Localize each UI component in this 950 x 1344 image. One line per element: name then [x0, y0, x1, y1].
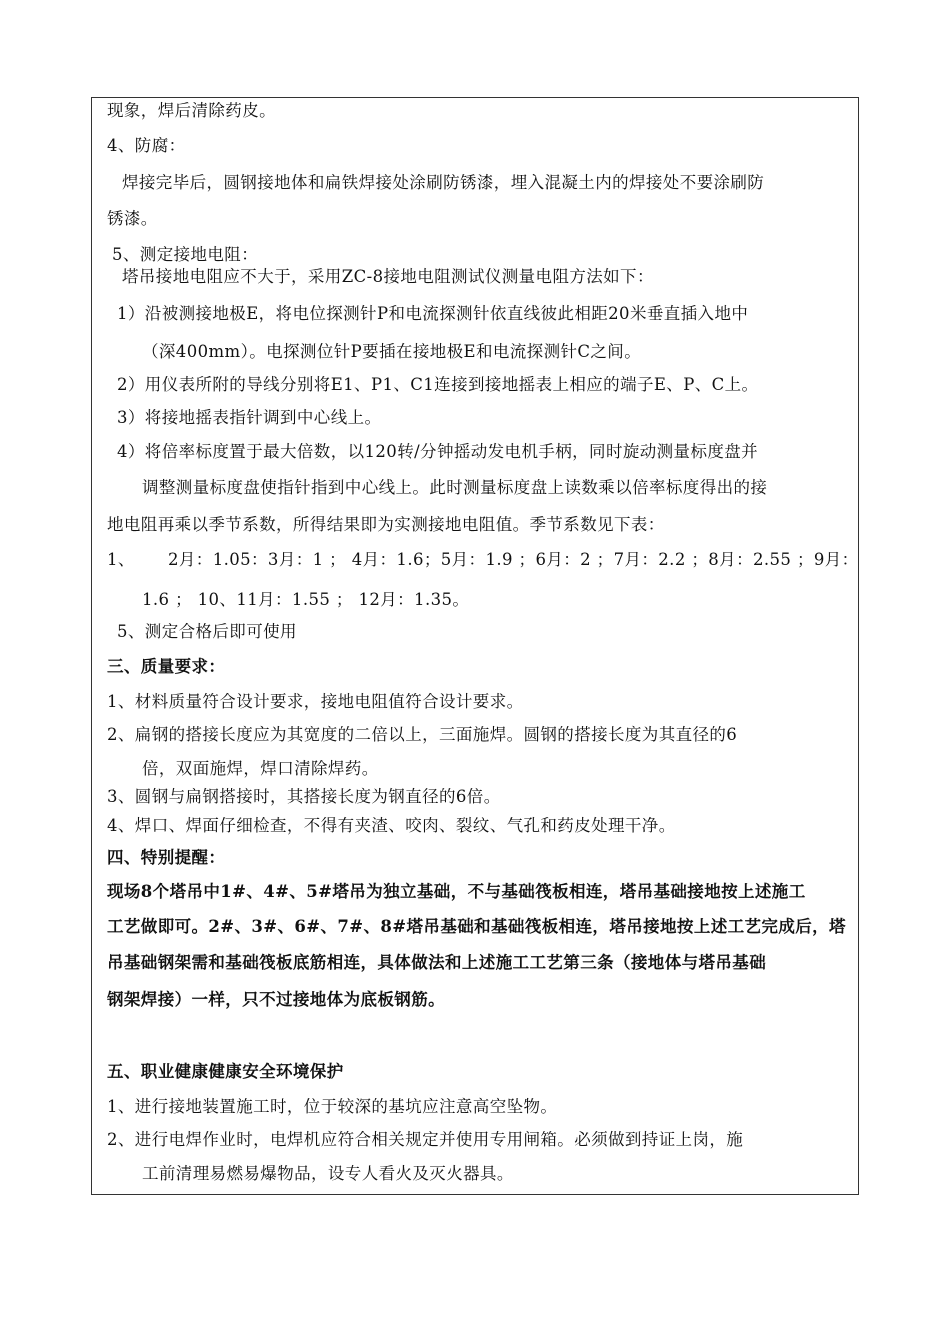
step-3: 3）将接地摇表指针调到中心线上。: [117, 408, 382, 427]
section-heading-resistance: 5、测定接地电阻：: [112, 245, 259, 264]
text-line: 调整测量标度盘使指针指到中心线上。此时测量标度盘上读数乘以倍率标度得出的接: [142, 478, 768, 497]
season-coefficients: 2月：1.05：3月：1 ； 4月：1.6；5月：1.9 ；6月：2 ；7月：2.2 ；8月：2.55 ；9月：: [168, 550, 859, 569]
quality-item-2: 2、扁钢的搭接长度应为其宽度的二倍以上，三面施焊。圆钢的搭接长度为其直径的6: [107, 725, 738, 744]
quality-item-4: 4、焊口、焊面仔细检查，不得有夹渣、咬肉、裂纹、气孔和药皮处理干净。: [107, 816, 676, 835]
reminder-text: 钢架焊接）一样，只不过接地体为底板钢筋。: [107, 990, 445, 1009]
quality-item-3: 3、圆钢与扁钢搭接时，其搭接长度为钢直径的6倍。: [107, 787, 501, 806]
section-heading-anticorrosion: 4、防腐：: [107, 136, 186, 155]
section-heading-safety: 五、职业健康健康安全环境保护: [107, 1062, 344, 1081]
section-heading-reminder: 四、特别提醒：: [107, 848, 226, 867]
text-line: 工前清理易燃易爆物品，设专人看火及灭火器具。: [142, 1164, 514, 1183]
reminder-text: 现场8个塔吊中1#、4#、5#塔吊为独立基础，不与基础筏板相连，塔吊基础接地按上述施工: [107, 882, 806, 901]
safety-item-1: 1、进行接地装置施工时，位于较深的基坑应注意高空坠物。: [107, 1097, 558, 1116]
text-line: （深400mm）。电探测位针P要插在接地极E和电流探测针C之间。: [142, 342, 642, 361]
step-4: 4）将倍率标度置于最大倍数，以120转/分钟摇动发电机手柄，同时旋动测量标度盘并: [117, 442, 759, 461]
reminder-text: 工艺做即可。2#、3#、6#、7#、8#塔吊基础和基础筏板相连，塔吊接地按上述工艺完成后，塔: [107, 917, 846, 936]
text-line: 焊接完毕后，圆钢接地体和扁铁焊接处涂刷防锈漆，埋入混凝土内的焊接处不要涂刷防: [122, 173, 765, 192]
season-coefficients: 1.6 ； 10、11月：1.55 ； 12月：1.35。: [142, 590, 470, 609]
text-line: 锈漆。: [107, 209, 158, 228]
text-line: 5、测定合格后即可使用: [117, 622, 297, 641]
text-line: 塔吊接地电阻应不大于，采用ZC-8接地电阻测试仪测量电阻方法如下：: [122, 267, 654, 286]
section-heading-quality: 三、质量要求：: [107, 657, 226, 676]
reminder-text: 吊基础钢架需和基础筏板底筋相连，具体做法和上述施工工艺第三条（接地体与塔吊基础: [107, 953, 767, 972]
step-2: 2）用仪表所附的导线分别将E1、P1、C1连接到接地摇表上相应的端子E、P、C上。: [117, 375, 759, 394]
text-line: 倍，双面施焊，焊口清除焊药。: [142, 759, 379, 778]
season-list-number: 1、: [107, 550, 135, 569]
quality-item-1: 1、材料质量符合设计要求，接地电阻值符合设计要求。: [107, 692, 524, 711]
step-1: 1）沿被测接地极E，将电位探测针P和电流探测针依直线彼此相距20米垂直插入地中: [117, 304, 749, 323]
safety-item-2: 2、进行电焊作业时，电焊机应符合相关规定并使用专用闸箱。必须做到持证上岗，施: [107, 1130, 744, 1149]
text-line: 地电阻再乘以季节系数，所得结果即为实测接地电阻值。季节系数见下表：: [107, 515, 665, 534]
text-line: 现象，焊后清除药皮。: [107, 101, 276, 120]
